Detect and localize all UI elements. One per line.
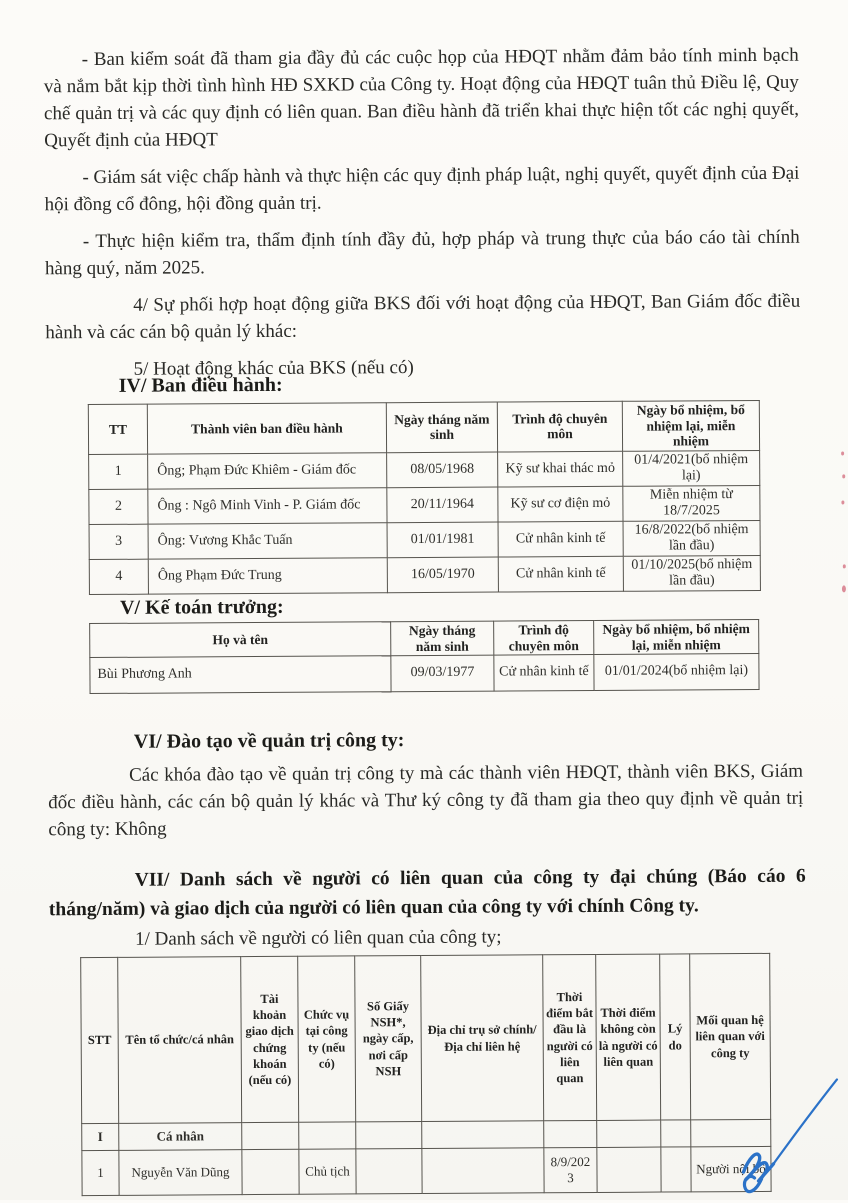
related-persons-table	[80, 953, 771, 1196]
table-cell: 09/03/1977	[391, 655, 494, 692]
table-cell: Người nội bộ	[691, 1146, 771, 1191]
column-header: Tài khoản giao dịch chứng khoán (nếu có)	[241, 956, 299, 1122]
section-vi-paragraph: Các khóa đào tạo về quản trị công ty mà các thành viên HĐQT, thành viên BKS, Giám đốc điều hành, các cán bộ quản lý khác và Thư ký công ty đã tham gia theo quy định về quản trị công ty: Không	[48, 760, 804, 841]
table-cell: 01/01/2024(bổ nhiệm lại)	[594, 653, 759, 690]
column-header: Lý do	[660, 954, 691, 1120]
table-cell	[597, 1120, 661, 1147]
ke-toan-truong-table	[89, 619, 759, 694]
table-row	[89, 485, 760, 524]
intro-paragraph: - Ban kiểm soát đã tham gia đầy đủ các cuộc họp của HĐQT nhằm đảm bảo tính minh bạch và nắm bắt kịp thời tình hình HĐ SXKD của Công ty. Hoạt động của HĐQT tuân thủ Điều lệ, Quy chế quản trị và các quy định có liên quan. Ban điều hành đã triển khai thực hiện tốt các nghị quyết, Quyết định của HĐQT	[43, 44, 800, 152]
table-cell	[356, 1122, 422, 1149]
table-cell: Kỹ sư khai thác mỏ	[498, 451, 623, 487]
intro-paragraph: 4/ Sự phối hợp hoạt động giữa BKS đối với hoạt động của HĐQT, Ban Giám đốc điều hành và các cán bộ quản lý khác:	[45, 290, 801, 344]
table-cell: 01/10/2025(bổ nhiệm lần đầu)	[623, 556, 760, 592]
table-cell: Cá nhân	[119, 1123, 242, 1151]
table-cell: 4	[89, 559, 148, 595]
section-v-heading: V/ Kế toán trưởng:	[119, 595, 284, 619]
table-row	[90, 653, 759, 693]
column-header: Ngày tháng năm sinh	[391, 621, 494, 656]
table-cell: 20/11/1964	[387, 487, 498, 523]
table-cell: 01/4/2021(bổ nhiệm lại)	[623, 450, 760, 486]
table-row	[89, 520, 760, 559]
table-cell	[597, 1147, 661, 1192]
header-row	[88, 400, 759, 454]
scan-artifact-dot	[842, 585, 846, 592]
intro-paragraph: 5/ Hoạt động khác của BKS (nếu có)	[133, 357, 414, 380]
table-cell: 2	[89, 489, 148, 525]
table-cell	[242, 1122, 299, 1149]
table-cell: 16/8/2022(bổ nhiệm lần đầu)	[623, 520, 760, 556]
table-cell	[422, 1121, 544, 1149]
section-vi-heading: VI/ Đào tạo về quản trị công ty:	[133, 729, 405, 753]
column-header: Chức vụ tại công ty (nếu có)	[298, 956, 356, 1122]
column-header: Thời điểm không còn là người có liên quan	[596, 954, 661, 1120]
scan-artifact-dot	[843, 564, 846, 568]
table-cell: 1	[82, 1150, 119, 1195]
column-header: Trình độ chuyên môn	[497, 401, 622, 451]
table-row	[82, 1119, 771, 1150]
table-row	[89, 450, 760, 489]
column-header: Mối quan hệ liên quan với công ty	[690, 953, 771, 1119]
section-iv-heading: IV/ Ban điều hành:	[118, 373, 283, 397]
table-cell	[299, 1122, 356, 1149]
table-cell: 3	[89, 524, 148, 560]
table-cell: Ông Phạm Đức Trung	[148, 558, 387, 595]
column-header: Địa chỉ trụ sở chính/ Địa chỉ liên hệ	[421, 955, 544, 1122]
scan-artifact-dot	[842, 474, 845, 478]
intro-paragraph: - Giám sát việc chấp hành và thực hiện các quy định pháp luật, nghị quyết, quyết định của Đại hội đồng cổ đông, hội đồng quản trị.	[44, 162, 800, 216]
ban-dieu-hanh-table	[88, 400, 761, 595]
table-cell: Ông; Phạm Đức Khiêm - Giám đốc	[148, 452, 387, 489]
intro-paragraph: - Thực hiện kiểm tra, thẩm định tính đầy đủ, hợp pháp và trung thực của báo cáo tài chính hàng quý, năm 2025.	[44, 226, 800, 280]
table-cell	[356, 1149, 422, 1194]
column-header: Số Giấy NSH*, ngày cấp, nơi cấp NSH	[355, 956, 422, 1122]
table-cell: Cử nhân kinh tế	[498, 556, 623, 592]
table-cell: 8/9/2023	[544, 1147, 597, 1192]
column-header: Thành viên ban điều hành	[147, 403, 386, 454]
table-cell: Cử nhân kinh tế	[494, 654, 594, 691]
column-header: Ngày bổ nhiệm, bổ nhiệm lại, miễn nhiệm	[594, 619, 759, 654]
column-header: STT	[81, 957, 119, 1123]
header-row	[90, 619, 759, 657]
table-cell	[422, 1148, 544, 1194]
column-header: Họ và tên	[90, 622, 391, 658]
column-header: Ngày tháng năm sinh	[386, 402, 497, 452]
table-cell: 01/01/1981	[387, 522, 498, 558]
scan-artifact-dot	[841, 500, 844, 504]
table-cell: Chủ tịch	[299, 1149, 356, 1194]
table-cell: Nguyễn Văn Dũng	[119, 1150, 242, 1196]
column-header: Ngày bổ nhiệm, bổ nhiệm lại, miễn nhiệm	[622, 400, 759, 450]
table-cell: Kỹ sư cơ điện mỏ	[498, 486, 623, 522]
table-cell: 08/05/1968	[387, 452, 498, 488]
table-cell: Ông : Ngô Minh Vinh - P. Giám đốc	[148, 487, 387, 524]
table-cell: Cử nhân kinh tế	[498, 521, 623, 557]
signature-pen-mark-icon	[731, 1073, 844, 1196]
table-cell: 1	[89, 454, 148, 490]
table-cell: Ông: Vương Khắc Tuấn	[148, 523, 387, 560]
header-row	[81, 953, 771, 1123]
table-row	[82, 1146, 771, 1195]
table-cell: Bùi Phương Anh	[90, 656, 391, 694]
section-vii-heading: VII/ Danh sách về người có liên quan của công ty đại chúng (Báo cáo 6 tháng/năm) và giao dịch của người có liên quan của công ty với chính Công ty.	[48, 865, 806, 921]
table-cell: Miễn nhiệm từ 18/7/2025	[623, 485, 760, 521]
related-persons-subheading: 1/ Danh sách về người có liên quan của công ty;	[135, 926, 502, 950]
column-header: Trình độ chuyên môn	[494, 620, 594, 655]
scan-artifact-dot	[841, 451, 844, 455]
table-cell	[242, 1149, 299, 1194]
intro-text-block	[44, 42, 801, 394]
column-header: Thời điểm bắt đầu là người có liên quan	[543, 954, 597, 1120]
table-cell: 16/05/1970	[387, 557, 498, 593]
table-cell: I	[82, 1123, 119, 1150]
column-header: Tên tổ chức/cá nhân	[118, 957, 242, 1124]
column-header: TT	[88, 404, 147, 454]
table-cell	[661, 1147, 691, 1192]
table-row	[89, 556, 760, 595]
table-cell	[544, 1120, 597, 1147]
table-cell	[661, 1120, 691, 1147]
